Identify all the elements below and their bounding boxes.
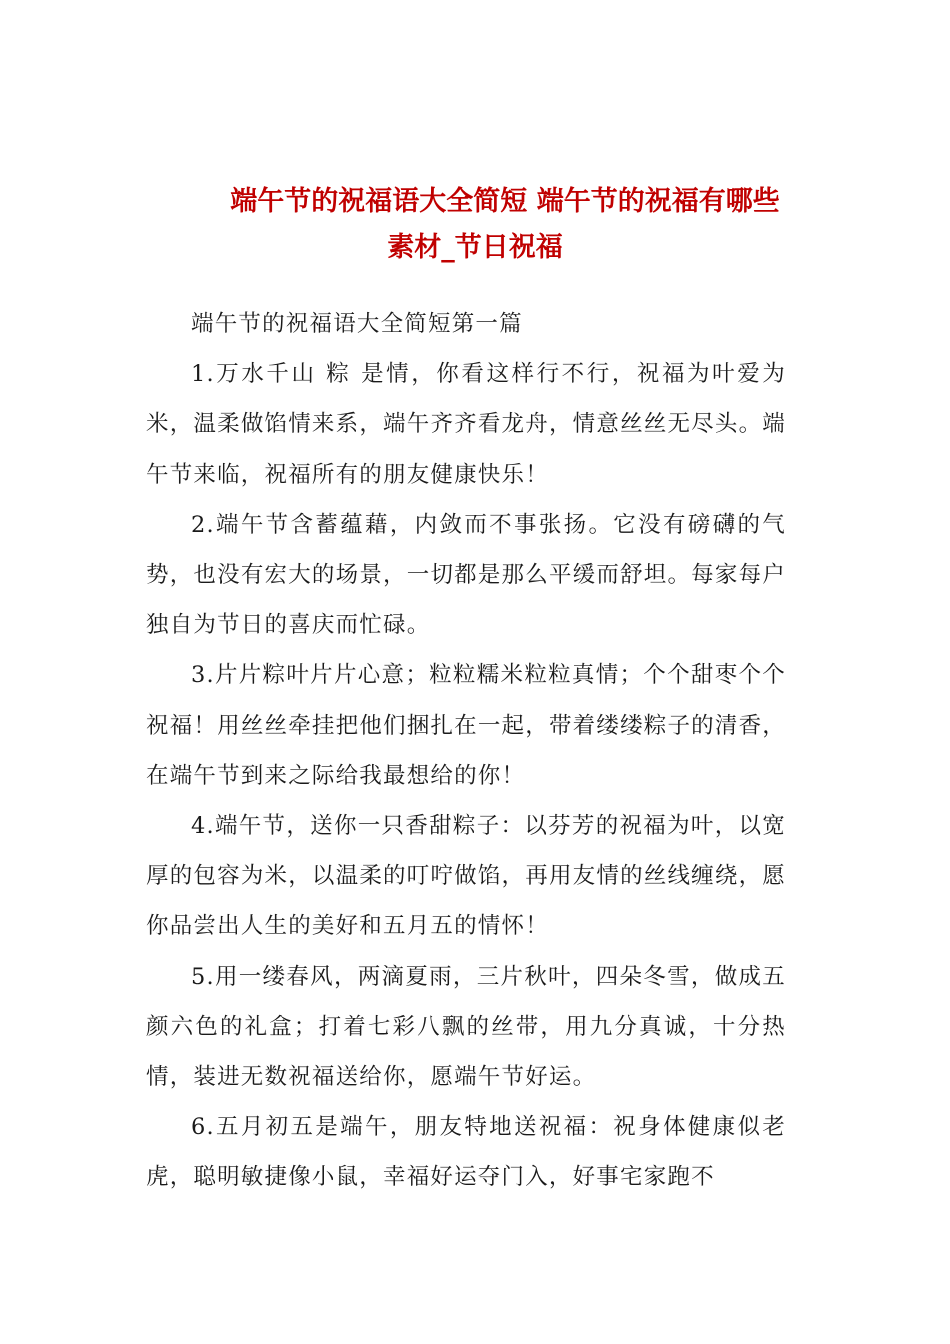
paragraph-2: 2.端午节含蓄蕴藉，内敛而不事张扬。它没有磅礴的气势，也没有宏大的场景，一切都是那么平缓而舒坦。每家每户独自为节日的喜庆而忙碌。 bbox=[146, 511, 786, 639]
document-body bbox=[146, 299, 786, 1203]
paragraph-3: 3.片片粽叶片片心意；粒粒糯米粒粒真情；个个甜枣个个祝福！用丝丝牵挂把他们捆扎在一起，带着缕缕粽子的清香，在端午节到来之际给我最想给的你！ bbox=[146, 662, 786, 789]
paragraph-1: 1.万水千山 粽 是情，你看这样行不行，祝福为叶爱为米，温柔做馅情来系，端午齐齐看龙舟，情意丝丝无尽头。端午节来临，祝福所有的朋友健康快乐！ bbox=[146, 361, 786, 488]
paragraph-6: 6.五月初五是端午，朋友特地送祝福：祝身体健康似老虎，聪明敏捷像小鼠，幸福好运夺门入，好事宅家跑不 bbox=[146, 1114, 786, 1191]
document-title-line-2: 素材_节日祝福 bbox=[387, 232, 563, 263]
paragraph-4: 4.端午节，送你一只香甜粽子：以芬芳的祝福为叶，以宽厚的包容为米，以温柔的叮咛做馅，再用友情的丝线缠绕，愿你品尝出人生的美好和五月五的情怀！ bbox=[146, 813, 786, 940]
document-title-line-1: 端午节的祝福语大全简短 端午节的祝福有哪些 bbox=[230, 186, 780, 217]
section-heading: 端午节的祝福语大全简短第一篇 bbox=[191, 311, 523, 337]
paragraph-5: 5.用一缕春风，两滴夏雨，三片秋叶，四朵冬雪，做成五颜六色的礼盒；打着七彩八飘的丝带，用九分真诚，十分热情，装进无数祝福送给你，愿端午节好运。 bbox=[146, 963, 786, 1091]
